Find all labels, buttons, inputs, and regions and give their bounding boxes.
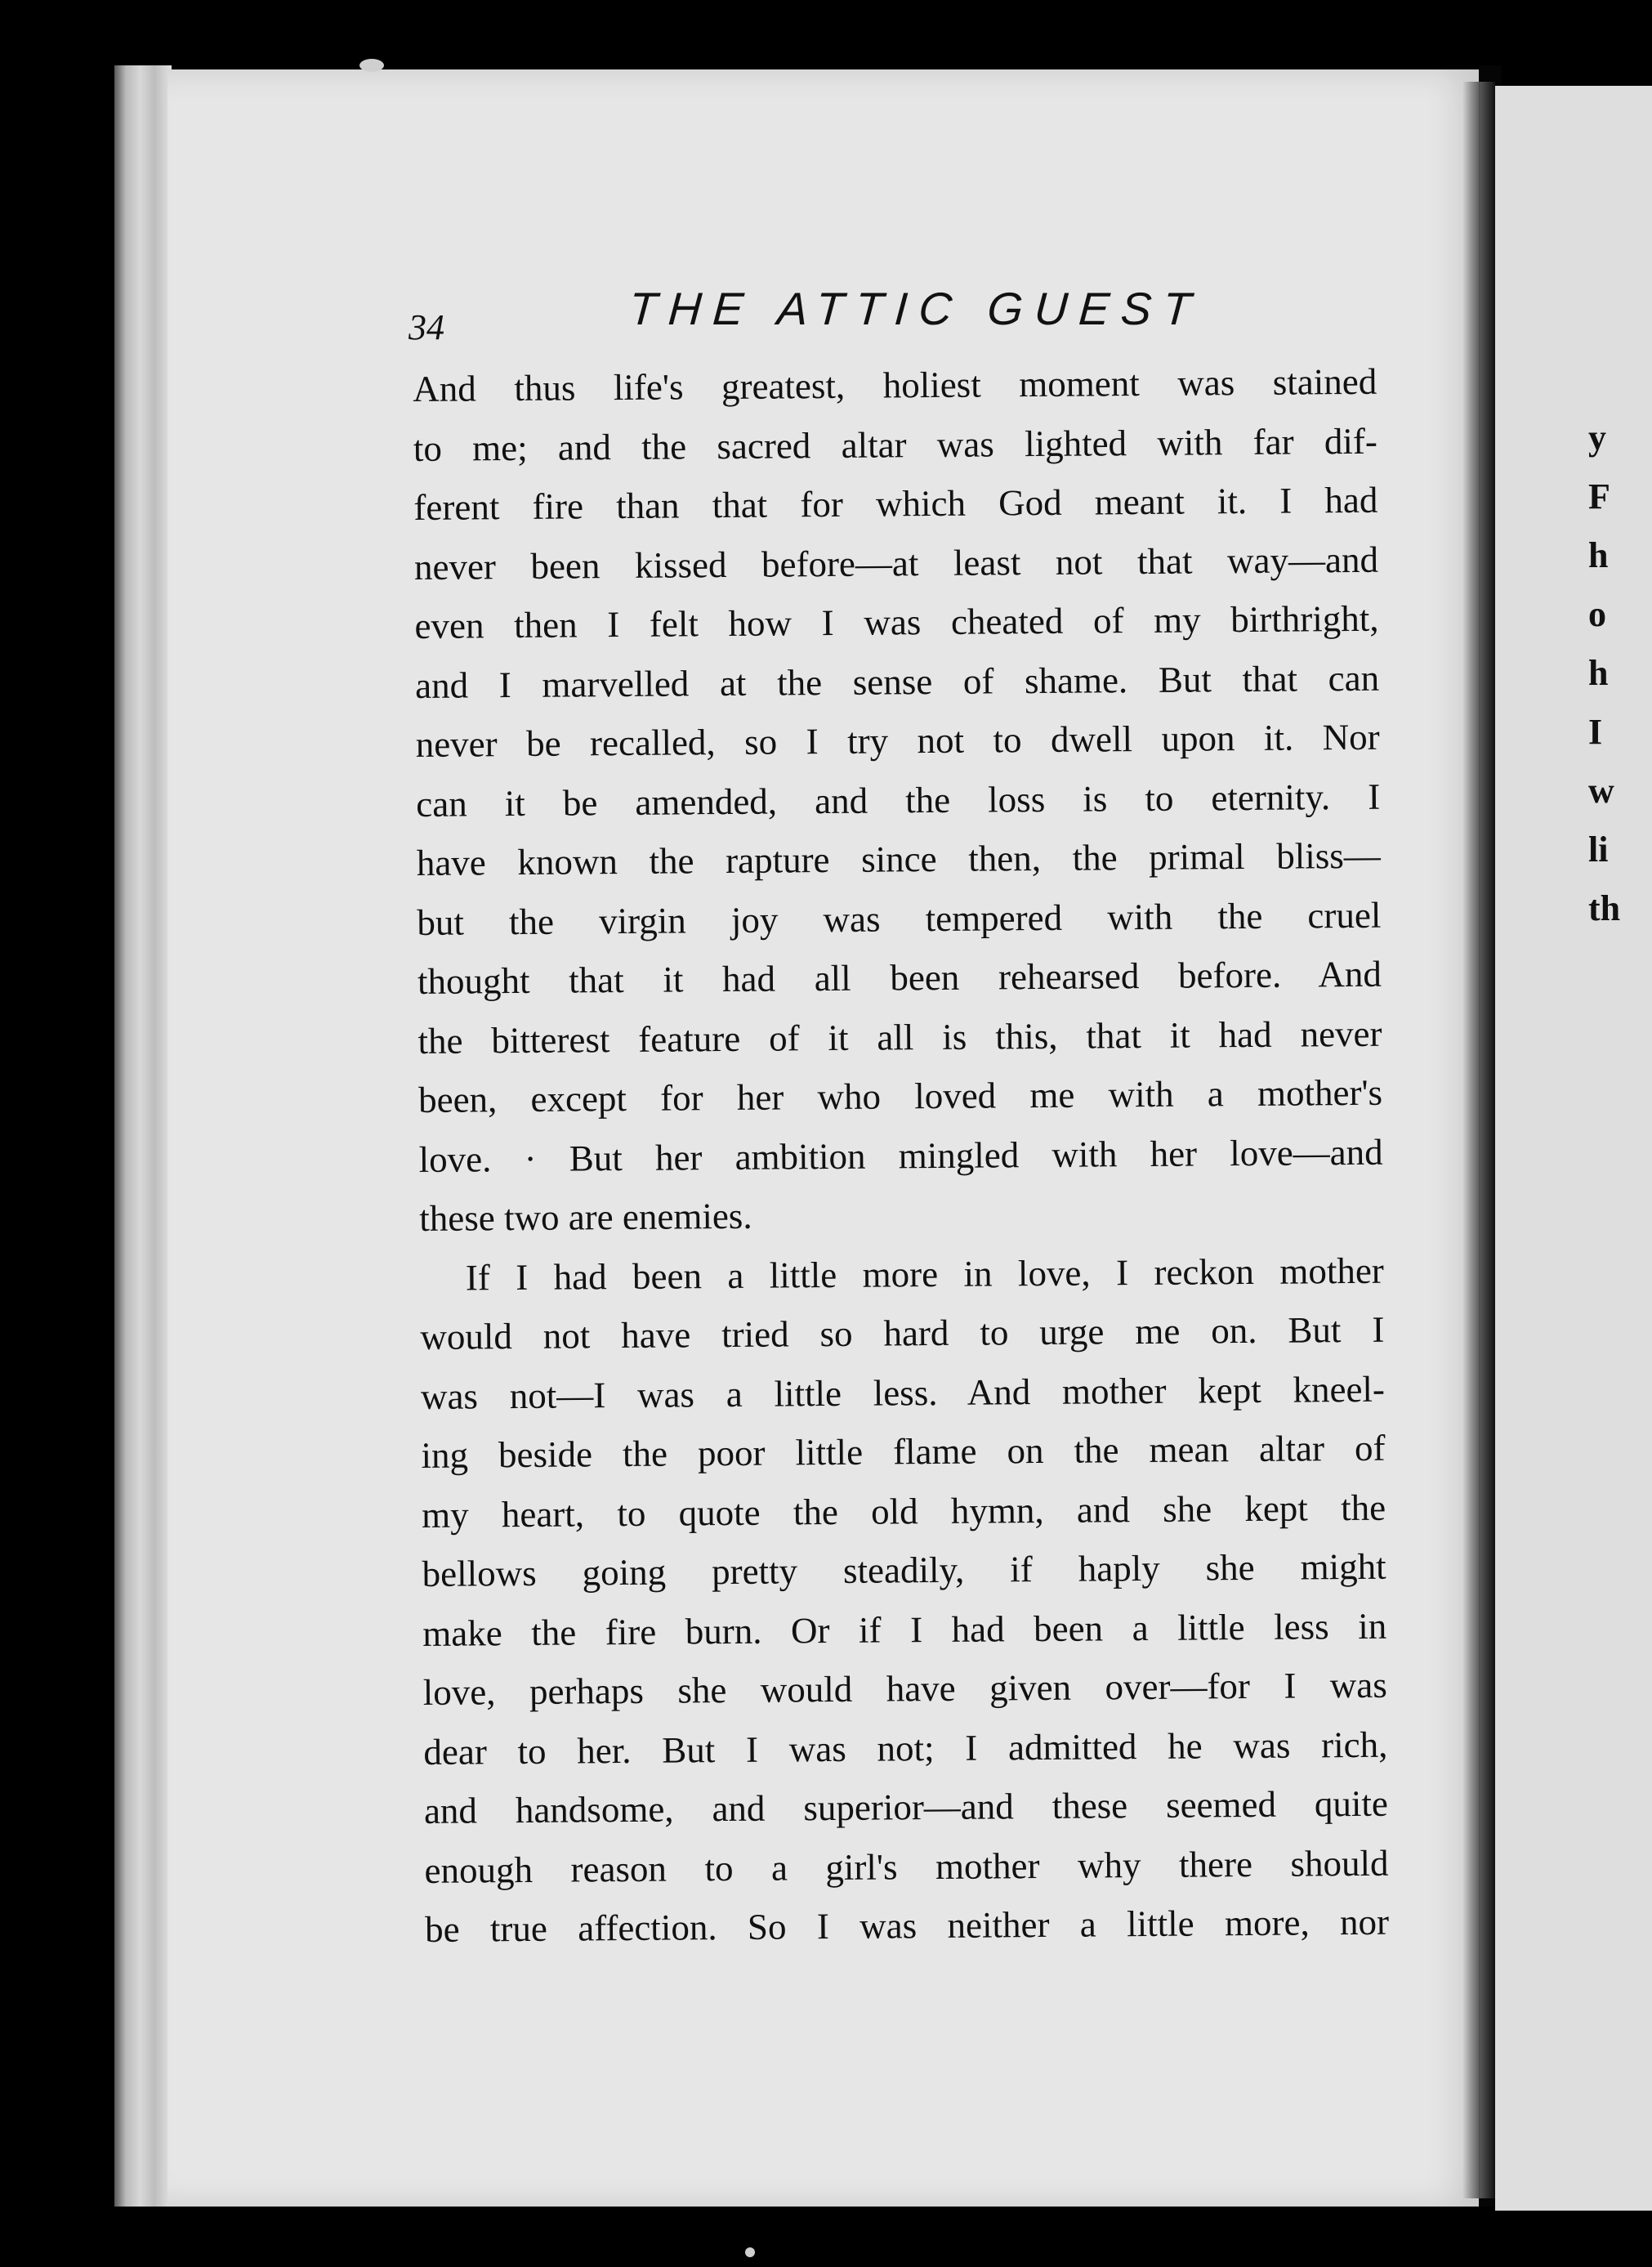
text-line: make the fire burn. Or if I had been a little less in <box>422 1605 1387 1654</box>
facing-fragment: h <box>1588 653 1609 693</box>
text-line: would not have tried so hard to urge me on. But I <box>420 1308 1385 1357</box>
text-line: but the virgin joy was tempered with the cruel <box>417 894 1382 943</box>
dust-speck <box>745 2247 755 2257</box>
text-line: ing beside the poor little flame on the mean altar of <box>421 1427 1386 1476</box>
text-line: enough reason to a girl's mother why there should <box>424 1842 1389 1891</box>
text-line: never been kissed before—at least not that way—and <box>413 539 1379 588</box>
page-header <box>409 274 1389 347</box>
text-line: love, perhaps she would have given over—for I was <box>422 1664 1387 1713</box>
facing-fragment: o <box>1588 594 1606 634</box>
page-number: 34 <box>409 307 444 347</box>
gutter-shadow <box>1462 82 1495 2198</box>
text-line: thought that it had all been rehearsed before. And <box>417 953 1382 1002</box>
text-line: and handsome, and superior—and these seemed quite <box>423 1782 1389 1831</box>
body-text <box>413 352 1389 1960</box>
text-line: been, except for her who loved me with a mother's <box>417 1071 1383 1120</box>
facing-fragment: li <box>1588 829 1609 870</box>
text-line: have known the rapture since then, the primal bliss— <box>416 834 1381 883</box>
text-line: can it be amended, and the loss is to eternity. I <box>416 776 1381 825</box>
dust-speck <box>359 59 384 72</box>
facing-fragment: th <box>1588 888 1621 928</box>
text-line: the bitterest feature of it all is this, that it had never <box>417 1013 1382 1062</box>
text-line: dear to her. But I was not; I admitted he was rich, <box>423 1724 1388 1773</box>
facing-fragment: F <box>1588 476 1610 516</box>
text-line: even then I felt how I was cheated of my birthright, <box>414 597 1379 646</box>
text-line: bellows going pretty steadily, if haply she might <box>422 1545 1386 1594</box>
text-line: never be recalled, so I try not to dwell upon it. Nor <box>415 716 1380 765</box>
text-line: these two are enemies. <box>419 1195 752 1239</box>
text-line: and I marvelled at the sense of shame. But that can <box>414 657 1380 706</box>
text-line: If I had been a little more in love, I reckon mother <box>465 1250 1384 1299</box>
facing-fragment: w <box>1588 771 1614 811</box>
text-line: And thus life's greatest, holiest moment was stained <box>413 360 1377 409</box>
facing-fragment: I <box>1588 712 1603 752</box>
text-line: love. · But her ambition mingled with her love—and <box>418 1131 1383 1180</box>
text-line: ferent fire than that for which God meant it. I had <box>413 479 1378 528</box>
facing-fragment: h <box>1588 535 1609 575</box>
running-title: THE ATTIC GUEST <box>627 283 1204 334</box>
facing-page <box>1495 86 1652 2211</box>
text-line: my heart, to quote the old hymn, and she kept the <box>421 1487 1386 1536</box>
book-page-edge <box>114 65 172 2207</box>
text-line: was not—I was a little less. And mother kept kneel- <box>420 1368 1386 1417</box>
text-line: be true affection. So I was neither a little more, nor <box>424 1901 1390 1950</box>
facing-fragment: y <box>1588 418 1606 458</box>
text-line: to me; and the sacred altar was lighted with far dif- <box>413 420 1378 469</box>
facing-page-text <box>1588 409 1652 938</box>
